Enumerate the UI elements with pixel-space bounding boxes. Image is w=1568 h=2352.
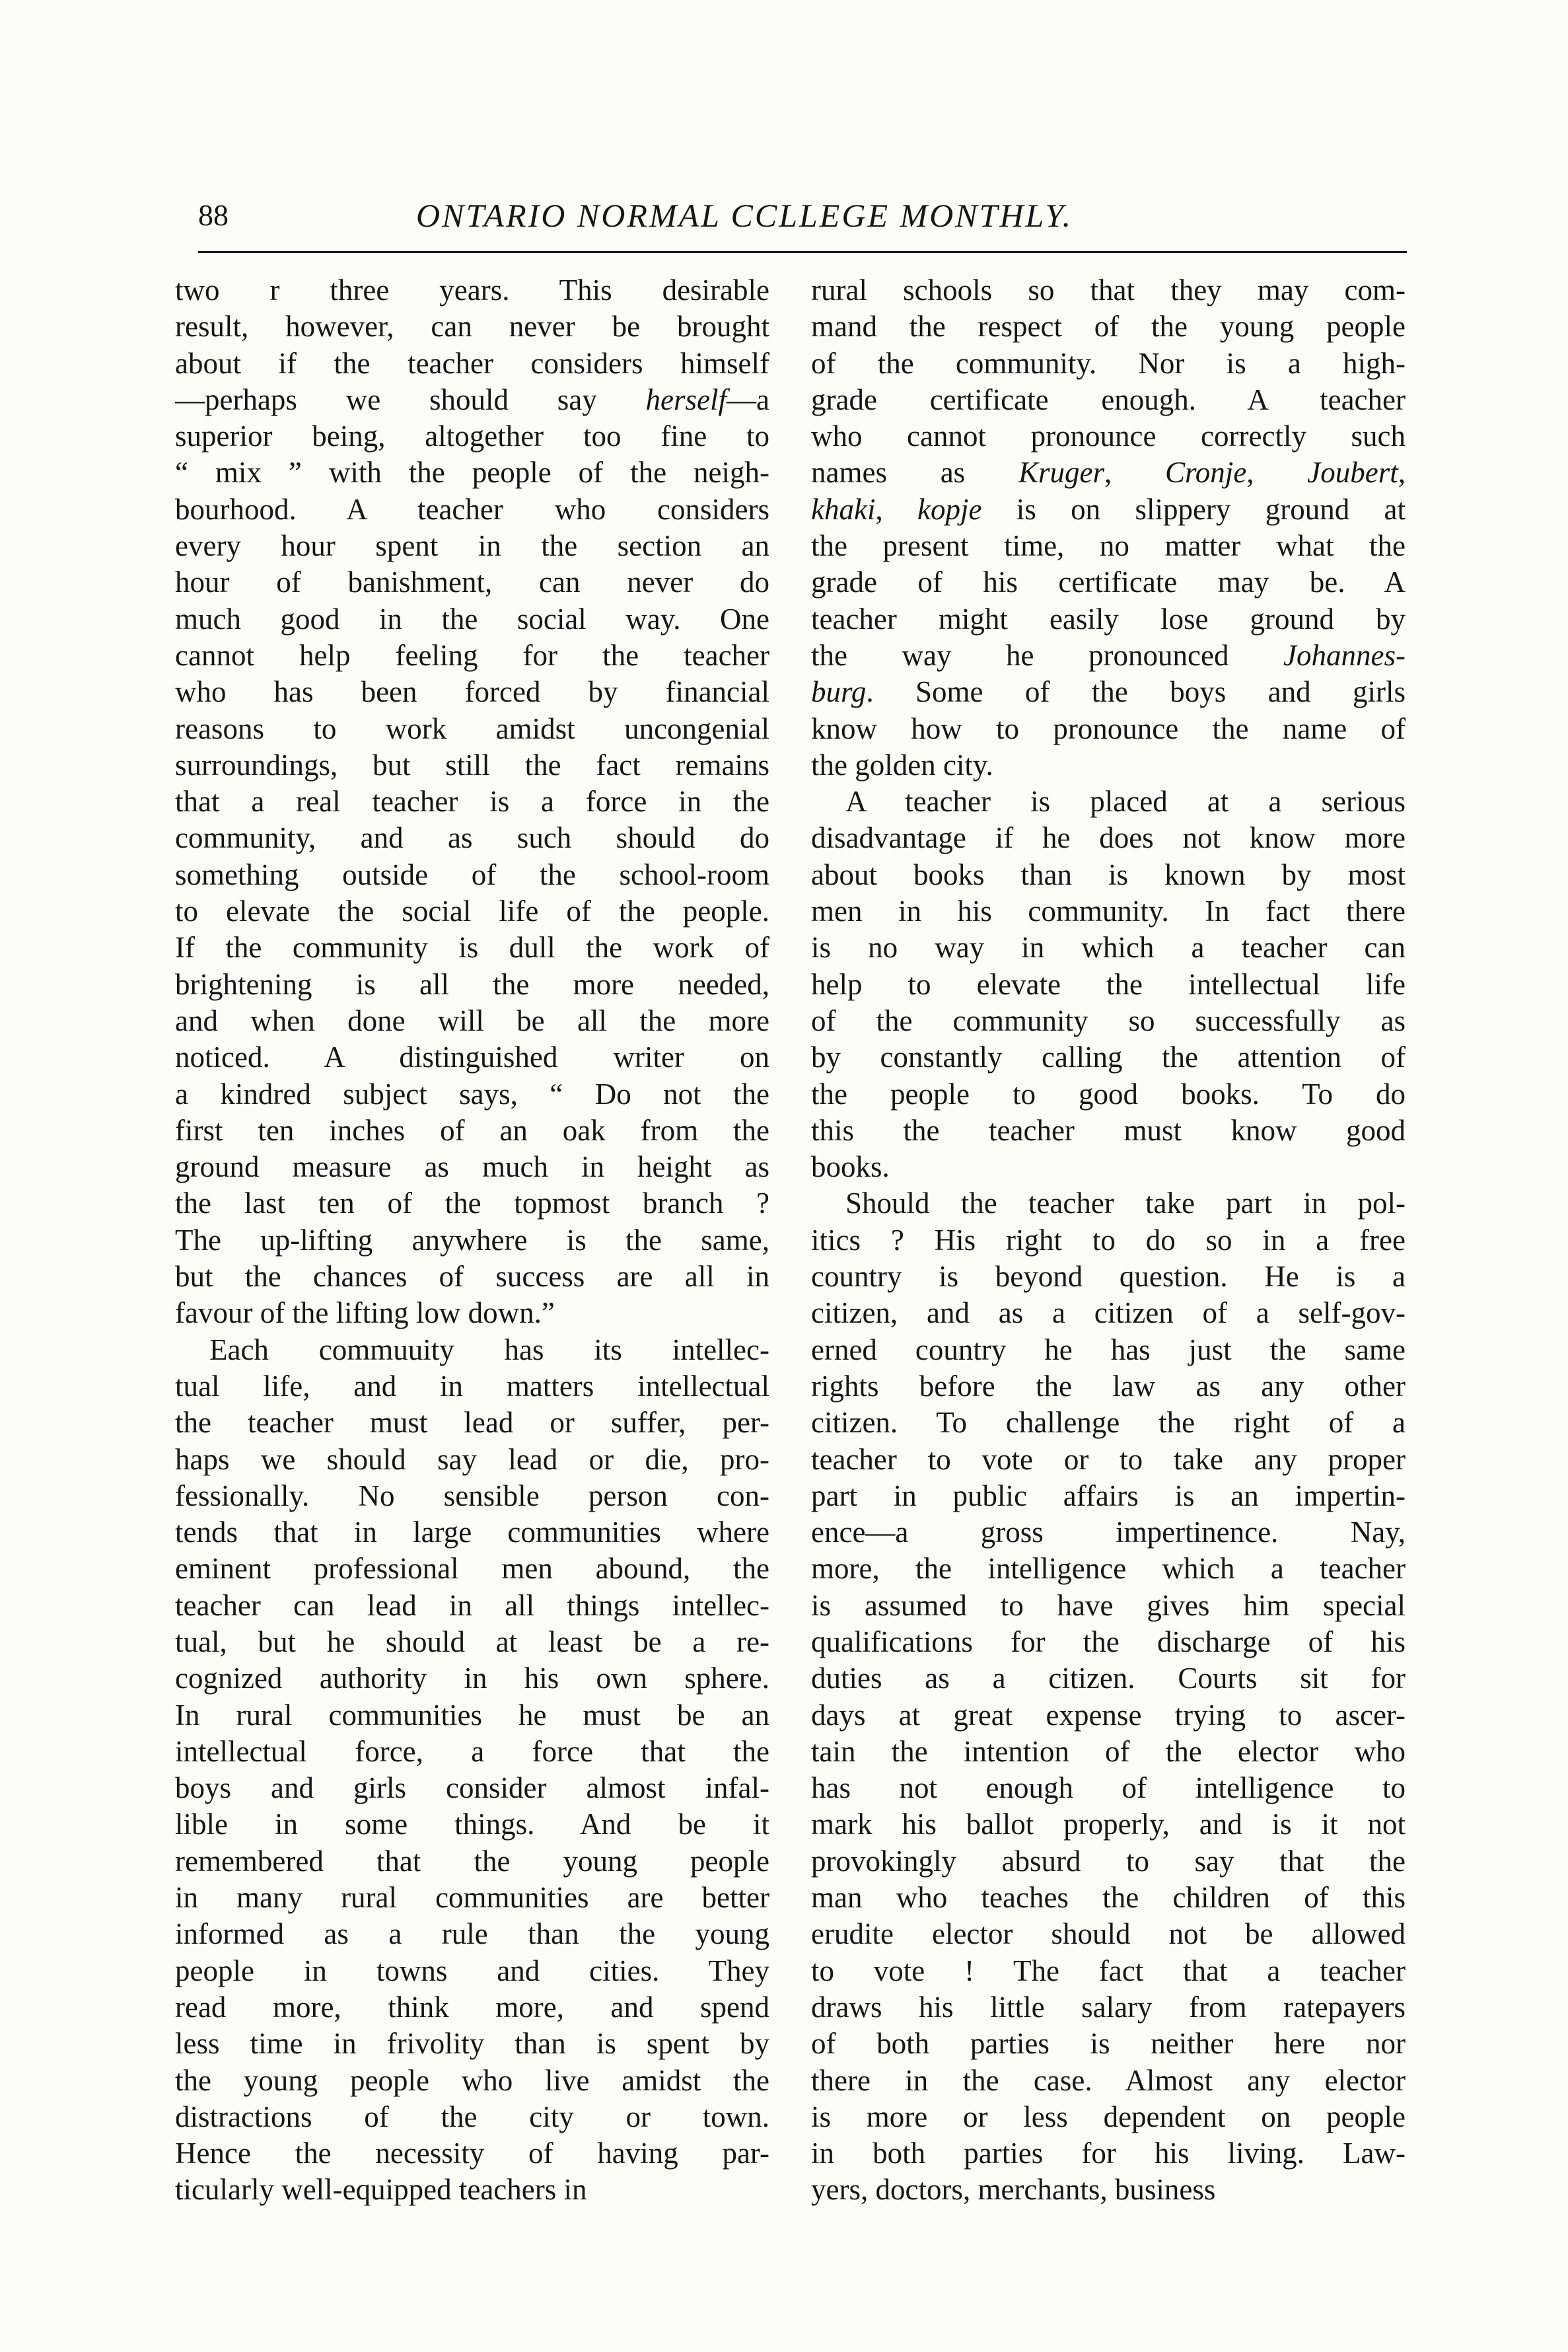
text-line: names as Kruger, Cronje, Joubert,	[811, 456, 1406, 490]
text-line: to elevate the social life of the people.	[175, 895, 769, 928]
text-line: erned country he has just the same	[811, 1333, 1406, 1366]
text-line: ence—a gross impertinence. Nay,	[811, 1516, 1406, 1549]
text-line: cognized authority in his own sphere.	[175, 1662, 769, 1695]
text-line: the young people who live amidst the	[175, 2063, 769, 2097]
text-line: informed as a rule than the young	[175, 1917, 769, 1951]
text-line: the way he pronounced Johannes-	[811, 638, 1406, 672]
text-line: much good in the social way. One	[175, 602, 769, 636]
text-line: about books than is known by most	[811, 858, 1406, 891]
text-line: lible in some things. And be it	[175, 1808, 769, 1841]
text-line: qualifications for the discharge of his	[811, 1625, 1406, 1658]
text-line: less time in frivolity than is spent by	[175, 2027, 769, 2061]
text-line: who has been forced by financial	[175, 675, 769, 709]
text-line: mark his ballot properly, and is it not	[811, 1808, 1406, 1841]
text-line: days at great expense trying to ascer-	[811, 1698, 1406, 1732]
text-line: provokingly absurd to say that the	[811, 1844, 1406, 1878]
running-title: ONTARIO NORMAL CCLLEGE MONTHLY.	[416, 197, 1073, 234]
text-line: fessionally. No sensible person con-	[175, 1479, 769, 1512]
text-line: read more, think more, and spend	[175, 1990, 769, 2024]
text-line: know how to pronounce the name of	[811, 712, 1406, 745]
text-line: citizen, and as a citizen of a self-gov-	[811, 1296, 1406, 1330]
text-line: that a real teacher is a force in the	[175, 785, 769, 819]
text-line: draws his little salary from ratepayers	[811, 1990, 1406, 2024]
text-line: is assumed to have gives him special	[811, 1588, 1406, 1622]
text-line: citizen. To challenge the right of a	[811, 1406, 1406, 1440]
text-line: a kindred subject says, “ Do not the	[175, 1077, 769, 1111]
text-line: community, and as such should do	[175, 821, 769, 855]
text-line: to vote ! The fact that a teacher	[811, 1954, 1406, 1987]
text-line: If the community is dull the work of	[175, 931, 769, 965]
text-line: this the teacher must know good	[811, 1113, 1406, 1147]
text-line: bourhood. A teacher who considers	[175, 492, 769, 526]
text-line: rural schools so that they may com-	[811, 274, 1406, 307]
text-line: but the chances of success are all in	[175, 1260, 769, 1294]
text-line: superior being, altogether too fine to	[175, 420, 769, 453]
text-line: surroundings, but still the fact remains	[175, 748, 769, 782]
text-line: grade of his certificate may be. A	[811, 566, 1406, 599]
text-line: haps we should say lead or die, pro-	[175, 1442, 769, 1476]
text-line: distractions of the city or town.	[175, 2100, 769, 2133]
text-line: something outside of the school-room	[175, 858, 769, 891]
text-line: of the community so successfully as	[811, 1004, 1406, 1037]
text-line: who cannot pronounce correctly such	[811, 420, 1406, 453]
text-line: there in the case. Almost any elector	[811, 2063, 1406, 2097]
text-line: ticularly well-equipped teachers in	[175, 2173, 587, 2207]
text-line: hour of banishment, can never do	[175, 566, 769, 599]
text-line: brightening is all the more needed,	[175, 967, 769, 1001]
text-line: duties as a citizen. Courts sit for	[811, 1662, 1406, 1695]
text-line: teacher can lead in all things intellec-	[175, 1588, 769, 1622]
text-line: Each commuuity has its intellec-	[209, 1333, 769, 1366]
text-line: result, however, can never be brought	[175, 310, 769, 344]
text-line: rights before the law as any other	[811, 1369, 1406, 1403]
text-line: of both parties is neither here nor	[811, 2027, 1406, 2061]
text-line: The up-lifting anywhere is the same,	[175, 1223, 769, 1257]
text-line: khaki, kopje is on slippery ground at	[811, 492, 1406, 526]
text-line: remembered that the young people	[175, 1844, 769, 1878]
text-line: boys and girls consider almost infal-	[175, 1771, 769, 1805]
text-line: eminent professional men abound, the	[175, 1552, 769, 1586]
text-line: cannot help feeling for the teacher	[175, 638, 769, 672]
text-line: —perhaps we should say herself—a	[175, 383, 769, 416]
text-line: first ten inches of an oak from the	[175, 1113, 769, 1147]
text-line: disadvantage if he does not know more	[811, 821, 1406, 855]
text-line: tual, but he should at least be a re-	[175, 1625, 769, 1658]
text-line: in many rural communities are better	[175, 1881, 769, 1915]
text-line: In rural communities he must be an	[175, 1698, 769, 1732]
text-line: man who teaches the children of this	[811, 1881, 1406, 1915]
text-line: tends that in large communities where	[175, 1516, 769, 1549]
text-line: people in towns and cities. They	[175, 1954, 769, 1987]
text-line: teacher to vote or to take any proper	[811, 1442, 1406, 1476]
text-line: has not enough of intelligence to	[811, 1771, 1406, 1805]
text-line: and when done will be all the more	[175, 1004, 769, 1037]
text-line: by constantly calling the attention of	[811, 1041, 1406, 1074]
text-line: erudite elector should not be allowed	[811, 1917, 1406, 1951]
text-line: teacher might easily lose ground by	[811, 602, 1406, 636]
text-line: tual life, and in matters intellectual	[175, 1369, 769, 1403]
text-line: men in his community. In fact there	[811, 895, 1406, 928]
text-line: two r three years. This desirable	[175, 274, 769, 307]
text-line: tain the intention of the elector who	[811, 1734, 1406, 1768]
text-line: burg. Some of the boys and girls	[811, 675, 1406, 709]
header-rule	[198, 251, 1407, 253]
text-line: noticed. A distinguished writer on	[175, 1041, 769, 1074]
text-line: country is beyond question. He is a	[811, 1260, 1406, 1294]
right-column	[811, 272, 1406, 2209]
text-line: of the community. Nor is a high-	[811, 346, 1406, 380]
text-line: books.	[811, 1150, 890, 1184]
text-line: is no way in which a teacher can	[811, 931, 1406, 965]
text-line: grade certificate enough. A teacher	[811, 383, 1406, 416]
page-number: 88	[198, 198, 229, 232]
page-header	[198, 196, 1407, 248]
text-line: in both parties for his living. Law-	[811, 2137, 1406, 2170]
text-line: Should the teacher take part in pol-	[845, 1187, 1406, 1220]
text-line: help to elevate the intellectual life	[811, 967, 1406, 1001]
text-line: reasons to work amidst uncongenial	[175, 712, 769, 745]
text-line: mand the respect of the young people	[811, 310, 1406, 344]
text-line: the teacher must lead or suffer, per-	[175, 1406, 769, 1440]
text-line: the last ten of the topmost branch ?	[175, 1187, 769, 1220]
text-line: “ mix ” with the people of the neigh-	[175, 456, 769, 490]
text-line: the people to good books. To do	[811, 1077, 1406, 1111]
text-line: the golden city.	[811, 748, 993, 782]
text-line: about if the teacher considers himself	[175, 346, 769, 380]
text-line: more, the intelligence which a teacher	[811, 1552, 1406, 1586]
text-line: part in public affairs is an impertin-	[811, 1479, 1406, 1512]
text-line: every hour spent in the section an	[175, 529, 769, 563]
text-line: favour of the lifting low down.”	[175, 1296, 555, 1330]
text-line: Hence the necessity of having par-	[175, 2137, 769, 2170]
text-line: yers, doctors, merchants, business	[811, 2173, 1216, 2207]
left-column	[175, 272, 769, 2209]
text-line: intellectual force, a force that the	[175, 1734, 769, 1768]
text-line: the present time, no matter what the	[811, 529, 1406, 563]
text-line: is more or less dependent on people	[811, 2100, 1406, 2133]
text-line: itics ? His right to do so in a free	[811, 1223, 1406, 1257]
text-line: A teacher is placed at a serious	[845, 785, 1406, 819]
text-line: ground measure as much in height as	[175, 1150, 769, 1184]
